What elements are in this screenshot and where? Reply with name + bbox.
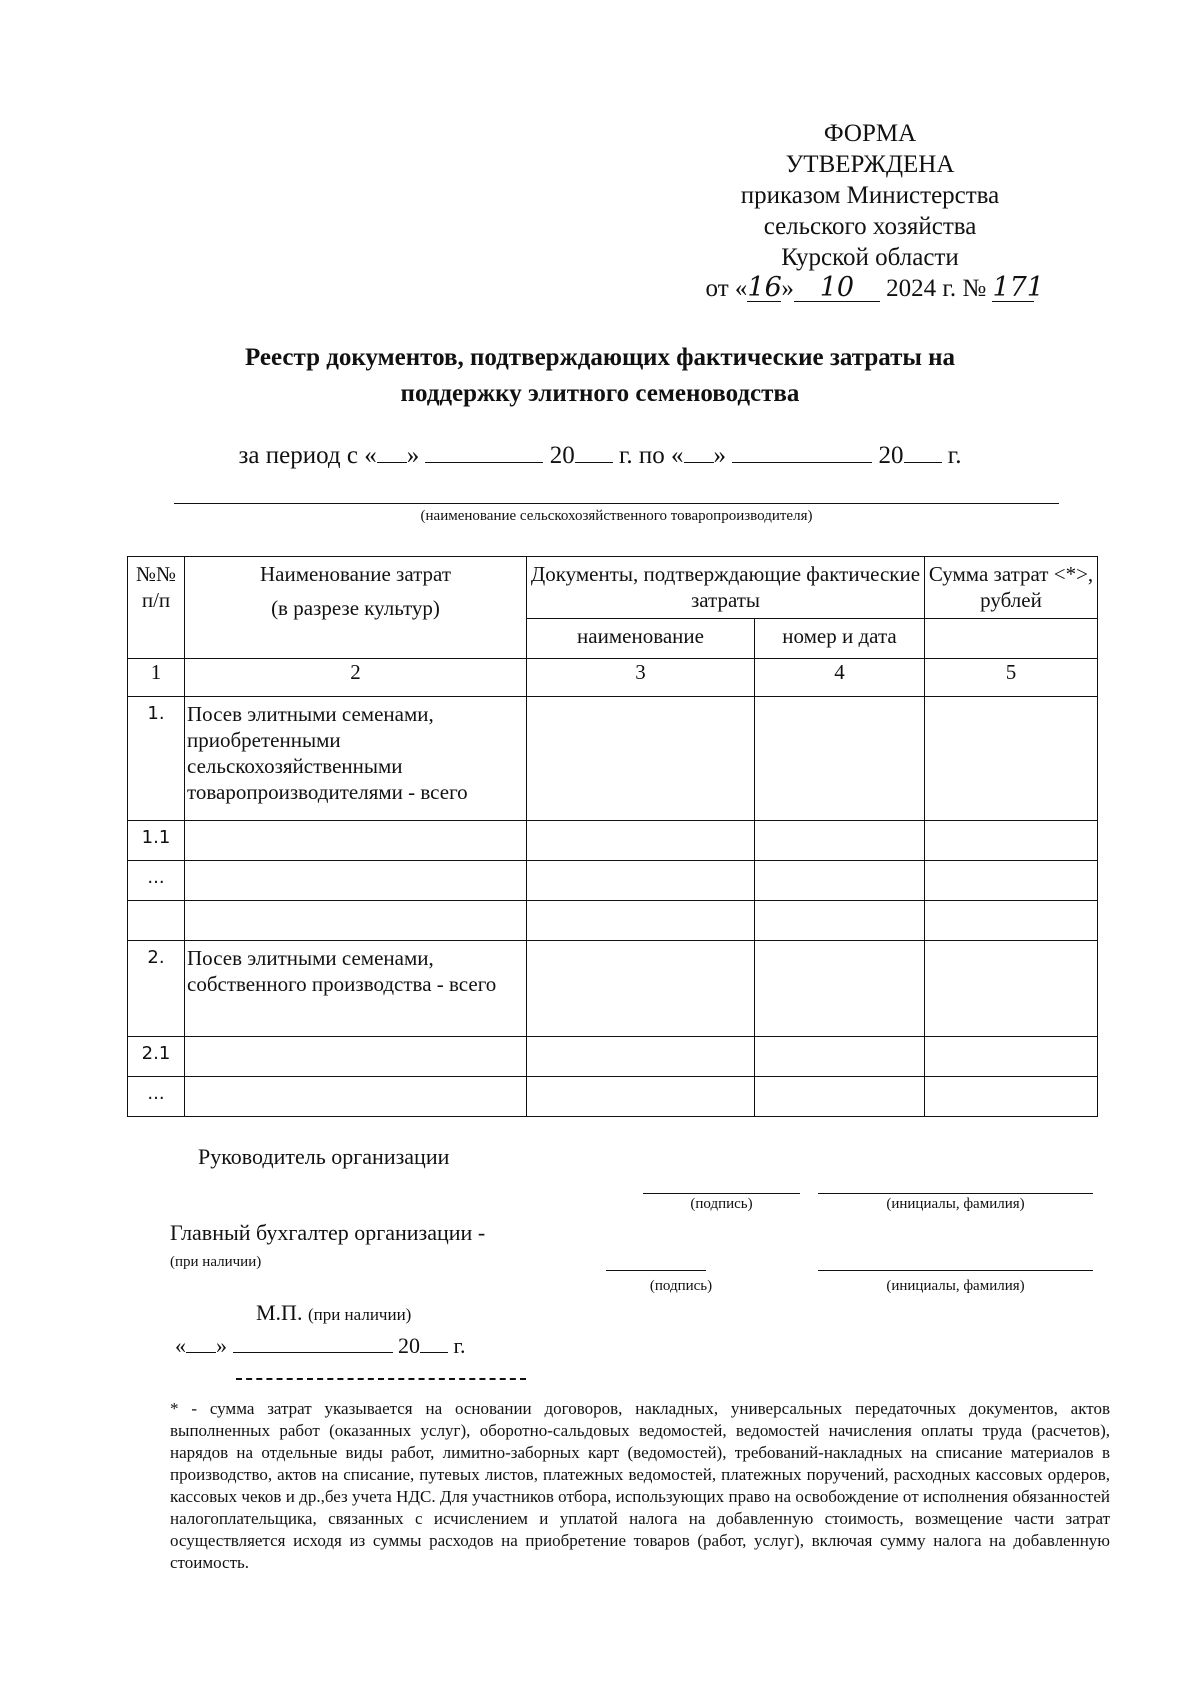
table-row	[128, 901, 1098, 941]
row-number: 2.1	[128, 1037, 185, 1077]
row-doc-name-cell	[527, 861, 755, 901]
row-number: ...	[128, 861, 185, 901]
row-doc-name-cell	[527, 697, 755, 821]
row-number: 1.	[128, 697, 185, 821]
approval-date-line: от «16» 10 2024 г. № 171	[705, 272, 1044, 303]
producer-name-caption: (наименование сельскохозяйственного товаропроизводителя)	[420, 508, 813, 524]
row-doc-name-cell	[527, 1037, 755, 1077]
period-start-year-blank	[575, 440, 613, 463]
period-line: за период с « » 20 г. по « » 20 г.	[238, 442, 962, 469]
header-doc-name: наименование	[527, 619, 755, 659]
row-sum-cell	[925, 1037, 1098, 1077]
approval-block	[690, 118, 1050, 304]
row-sum-cell	[925, 1077, 1098, 1117]
row-cost-name	[185, 901, 527, 941]
row-doc-number-cell	[755, 821, 925, 861]
approval-ministry-line: сельского хозяйства	[763, 213, 977, 240]
producer-name-line	[174, 503, 1059, 504]
row-cost-name	[185, 821, 527, 861]
row-doc-number-cell	[755, 1037, 925, 1077]
row-doc-name-cell	[527, 901, 755, 941]
approval-order-number: 171	[992, 272, 1044, 303]
row-doc-number-cell	[755, 901, 925, 941]
approval-region-line: Курской области	[781, 244, 959, 271]
row-sum-cell	[925, 941, 1098, 1037]
approval-date-day: 16	[747, 272, 782, 303]
header-col-name: Наименование затрат (в разрезе культур)	[185, 557, 527, 659]
approval-order-line: приказом Министерства	[740, 182, 1000, 209]
head-initials-line	[818, 1193, 1093, 1194]
header-sum-empty	[925, 619, 1098, 659]
period-start-month-blank	[425, 440, 543, 463]
accountant-initials-line	[818, 1270, 1093, 1271]
row-sum-cell	[925, 821, 1098, 861]
row-number	[128, 901, 185, 941]
row-cost-name	[185, 1077, 527, 1117]
row-cost-name	[185, 1037, 527, 1077]
row-doc-name-cell	[527, 1077, 755, 1117]
row-doc-number-cell	[755, 861, 925, 901]
approval-approved-label: УТВЕРЖДЕНА	[785, 151, 955, 178]
approval-date-month: 10	[794, 275, 880, 302]
chief-accountant-label: Главный бухгалтер организации -	[170, 1220, 486, 1245]
row-cost-name	[185, 861, 527, 901]
stamp-label: М.П. (при наличии)	[256, 1300, 412, 1325]
document-title: Реестр документов, подтверждающих фактические затраты на поддержку элитного семеноводства	[244, 344, 956, 407]
head-signature-caption: (подпись)	[690, 1196, 753, 1212]
row-cost-name: Посев элитными семенами, собственного производства - всего	[185, 941, 527, 1037]
accountant-initials-caption: (инициалы, фамилия)	[886, 1278, 1025, 1294]
chief-accountant-if-available: (при наличии)	[170, 1254, 262, 1270]
accountant-signature-caption: (подпись)	[649, 1278, 713, 1294]
header-doc-number-date: номер и дата	[755, 619, 925, 659]
row-doc-number-cell	[755, 1077, 925, 1117]
period-end-month-blank	[732, 440, 872, 463]
head-signature-line	[643, 1193, 800, 1194]
approval-form-label: ФОРМА	[823, 120, 917, 147]
row-number: ...	[128, 1077, 185, 1117]
row-number: 1.1	[128, 821, 185, 861]
row-number: 2.	[128, 941, 185, 1037]
row-doc-number-cell	[755, 697, 925, 821]
header-col-number: №№ п/п	[128, 557, 185, 659]
table-row	[128, 861, 1098, 901]
signature-date-line: « » 20 г.	[175, 1330, 466, 1359]
head-of-organization-label: Руководитель организации	[198, 1144, 450, 1169]
table-row	[128, 1037, 1098, 1077]
row-doc-name-cell	[527, 941, 755, 1037]
header-col-sum: Сумма затрат <*>, рублей	[925, 557, 1098, 619]
row-doc-number-cell	[755, 941, 925, 1037]
period-start-day-blank	[377, 440, 407, 463]
table-row	[128, 697, 1098, 821]
table-row	[128, 941, 1098, 1037]
row-sum-cell	[925, 901, 1098, 941]
table-row	[128, 821, 1098, 861]
table-row	[128, 1077, 1098, 1117]
row-doc-name-cell	[527, 821, 755, 861]
row-sum-cell	[925, 697, 1098, 821]
period-end-year-blank	[904, 440, 942, 463]
head-initials-caption: (инициалы, фамилия)	[886, 1196, 1025, 1212]
footnote-separator	[236, 1378, 526, 1380]
column-number-row: 1 2 3 4 5	[128, 659, 1098, 697]
footnote: * - сумма затрат указывается на основании договоров, накладных, универсальных передаточных документов, актов выполненных работ (оказанных услуг), оборотно-сальдовых ведомостей, ведомостей начисления оплаты труда (расчетов), нарядов на отдельные виды работ, лимитно-заборных карт (ведомостей), требований-накладных на списание материалов в производство, актов на списание, путевых листов, платежных ведомостей, платежных поручений, расходных кассовых ордеров, кассовых чеков и др.,без учета НДС. Для участников отбора, использующих право на освобождение от исполнения обязанностей налогоплательщика, связанных с исчислением и уплатой налога на добавленную стоимость, возмещение части затрат осуществляется исходя из суммы расходов на приобретение товаров (работ, услуг), включая сумму налога на добавленную стоимость.	[170, 1399, 1110, 1572]
accountant-signature-line	[606, 1270, 706, 1271]
row-cost-name: Посев элитными семенами, приобретенными сельскохозяйственными товаропроизводителями - всего	[185, 697, 527, 821]
row-sum-cell	[925, 861, 1098, 901]
header-col-documents: Документы, подтверждающие фактические затраты	[527, 557, 925, 619]
register-table	[127, 556, 1098, 1117]
period-end-day-blank	[684, 440, 714, 463]
